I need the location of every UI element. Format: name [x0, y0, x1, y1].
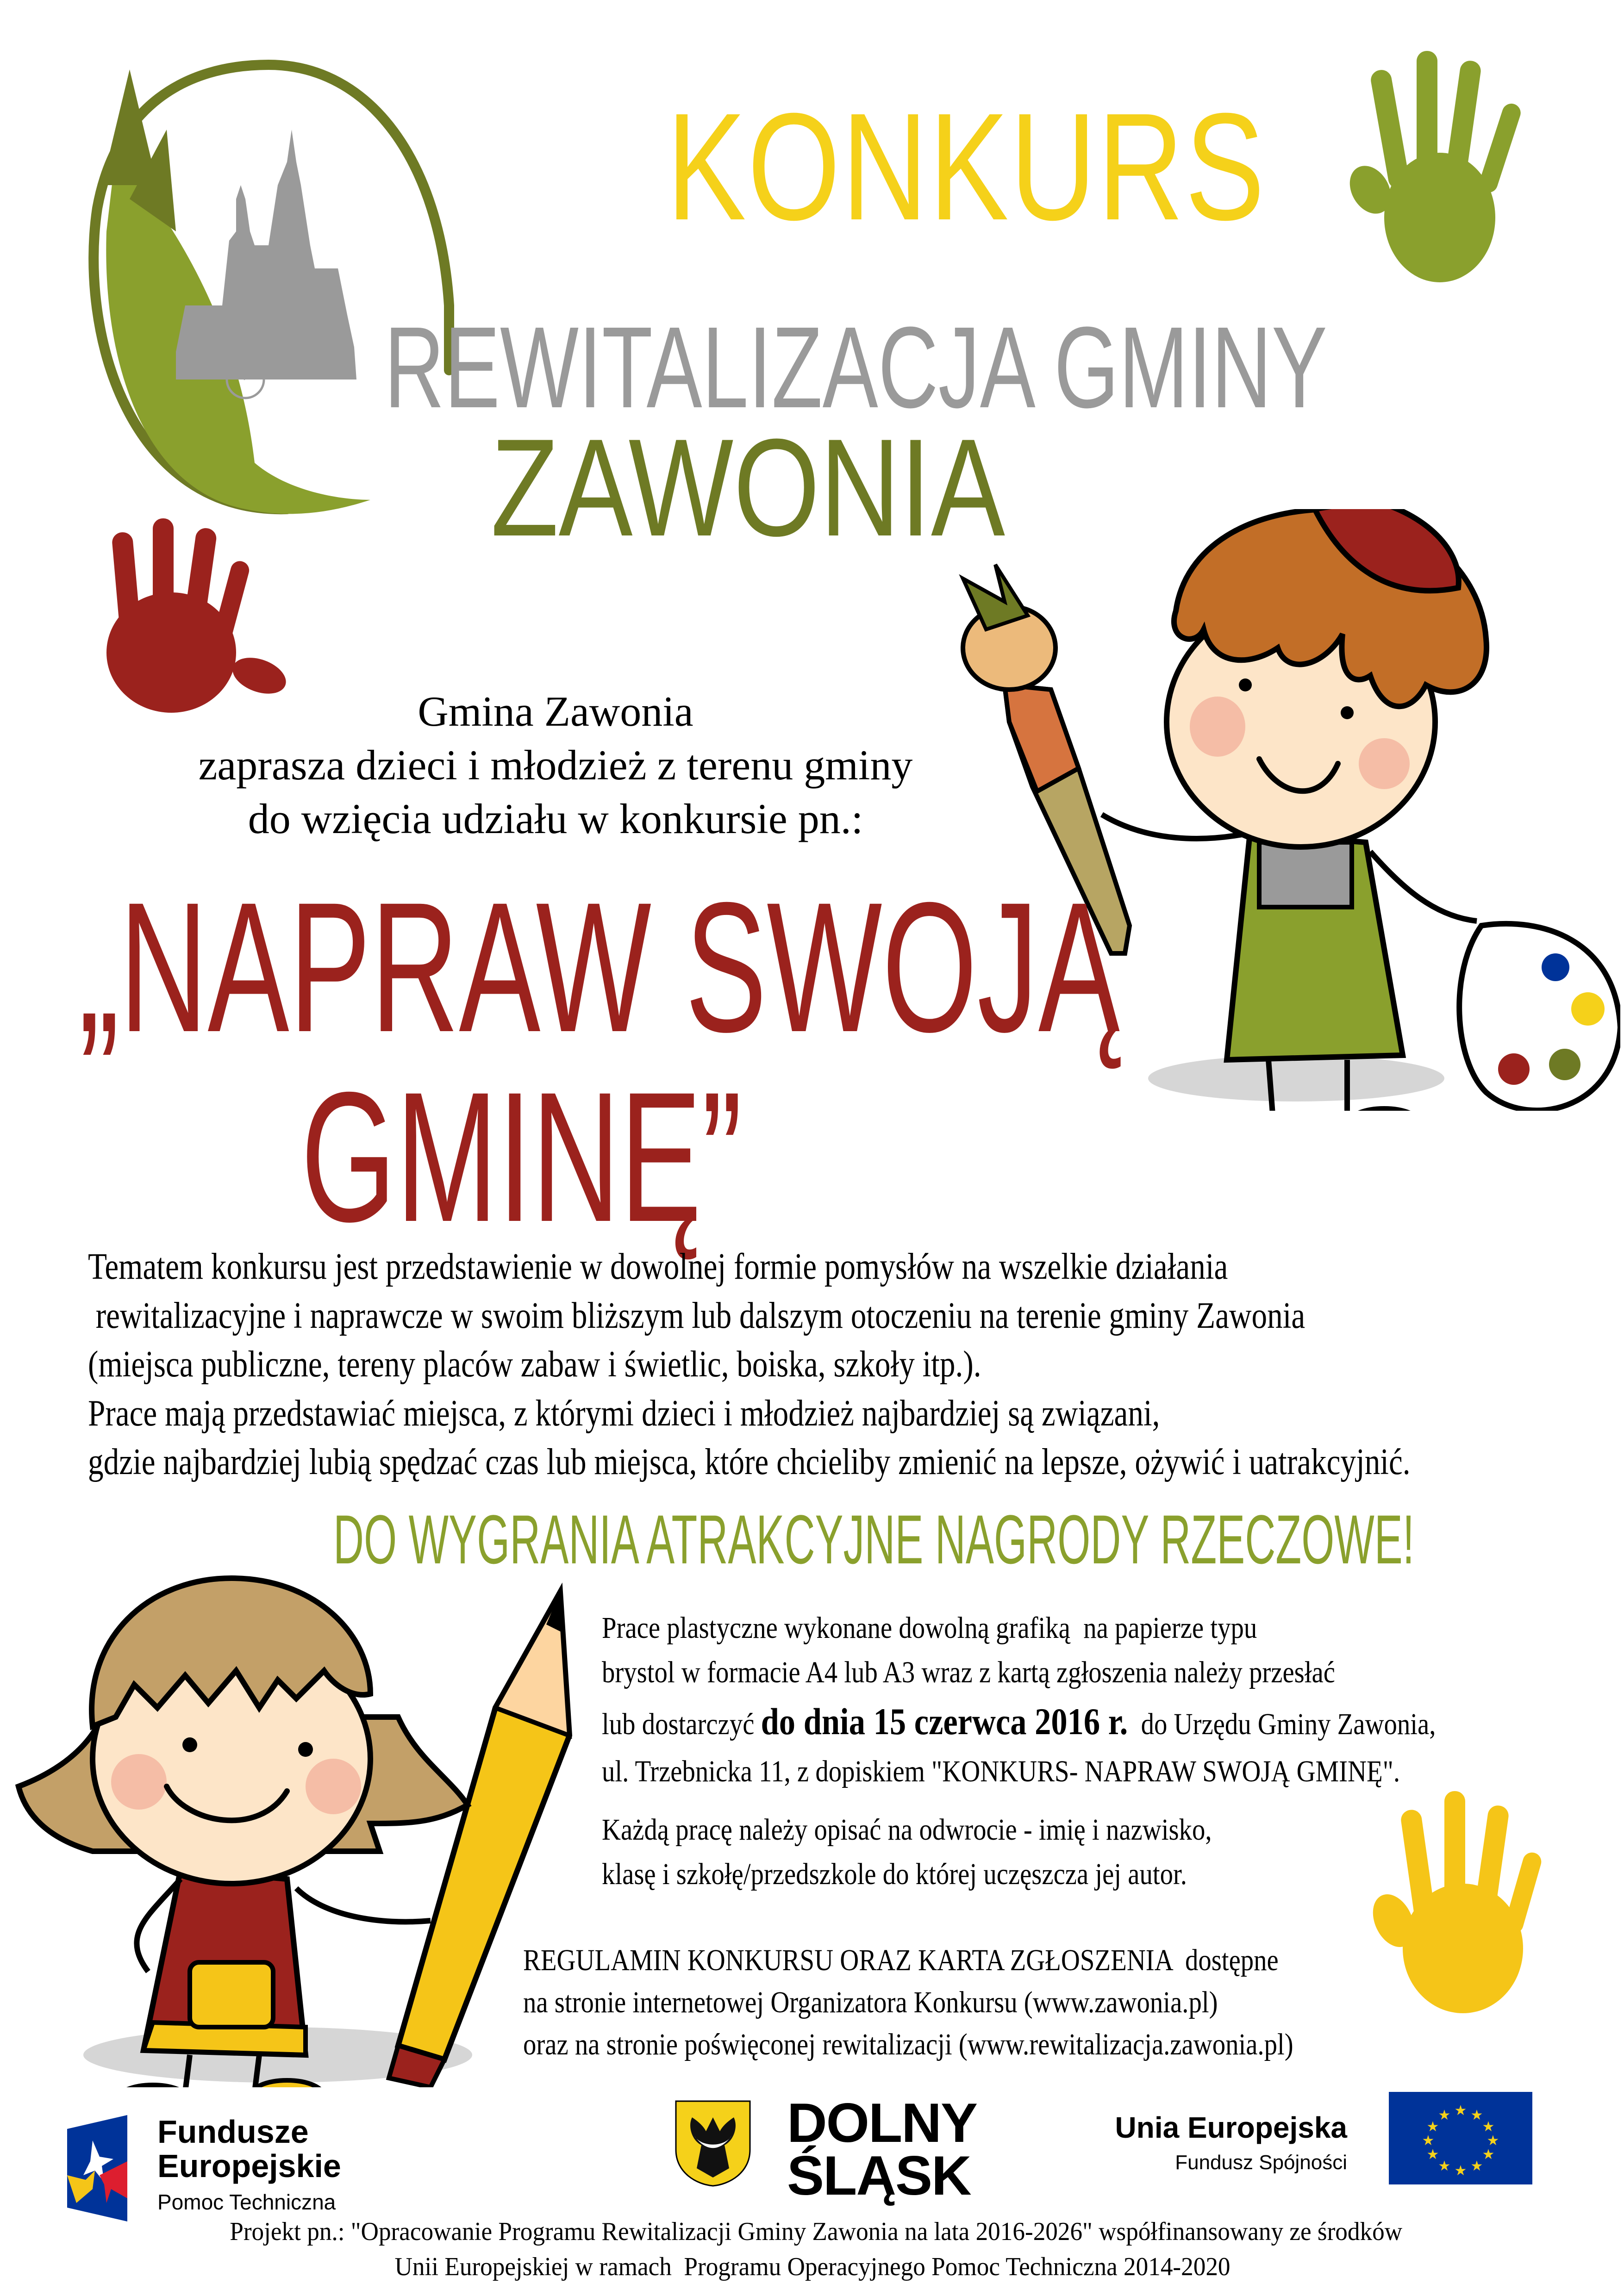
fe-title-line1: Fundusze [157, 2114, 309, 2150]
svg-text:★: ★ [1482, 2119, 1495, 2135]
project-line1: Projekt pn.: "Opracowanie Programu Rewitalizacji Gminy Zawonia na lata 2016-2026" współfinansowany ze środków [230, 2217, 1403, 2246]
contest-title-line1: „NAPRAW SWOJĄ [79, 864, 1120, 1070]
svg-text:★: ★ [1454, 2103, 1467, 2119]
eu-flag-icon [1389, 2092, 1532, 2184]
svg-text:★: ★ [1482, 2147, 1495, 2163]
description-line: Prace mają przedstawiać miejsca, z którymi dzieci i młodzież najbardziej są związani, [88, 1393, 1160, 1434]
description-line: (miejsca publiczne, tereny placów zabaw i świetlic, boiska, szkoły itp.). [88, 1344, 981, 1385]
logo-title-line2: ZAWONIA [491, 410, 1006, 565]
svg-text:★: ★ [1438, 2158, 1451, 2174]
girl-pencil-illustration [0, 1564, 602, 2087]
ue-subtitle: Fundusz Spójności [1175, 2151, 1347, 2174]
intro-line-participation: do wzięcia udziału w konkursie pn.: [248, 795, 863, 842]
description-paragraph [88, 1243, 1411, 1487]
svg-text:★: ★ [1470, 2158, 1483, 2174]
project-line2: Unii Europejskiej w ramach Programu Operacyjnego Pomoc Techniczna 2014-2020 [394, 2252, 1230, 2281]
details-deadline-line [602, 1694, 1436, 1749]
regulations-link-rewitalizacja[interactable]: oraz na stronie poświęconej rewitalizacji (www.rewitalizacja.zawonia.pl) [523, 2028, 1293, 2062]
svg-text:★: ★ [1487, 2133, 1499, 2149]
svg-text:★: ★ [1438, 2107, 1451, 2123]
konkurs-label: KONKURS [667, 81, 1266, 252]
dolny-slask-logo [787, 2092, 977, 2207]
dolny-slask-coat-of-arms-icon [674, 2099, 752, 2187]
fundusze-europejskie-logo [157, 2115, 341, 2215]
fundusze-europejskie-logo-icon [67, 2115, 127, 2221]
intro-text [139, 685, 972, 846]
description-line: rewitalizacyjne i naprawcze w swoim bliższym lub dalszym otoczeniu na terenie gminy Zawonia [88, 1295, 1305, 1336]
description-line: Tematem konkursu jest przedstawienie w dowolnej formie pomysłów na wszelkie działania [88, 1246, 1228, 1287]
project-funding-note [230, 2215, 1403, 2284]
intro-line-invite: zaprasza dzieci i młodzież z terenu gminy [198, 741, 913, 789]
details-line: Każdą pracę należy opisać na odwrocie - imię i nazwisko, [602, 1812, 1212, 1847]
ue-title: Unia Europejska [1115, 2111, 1347, 2144]
svg-text:★: ★ [1454, 2163, 1467, 2179]
fe-title-line2: Europejskie [157, 2147, 341, 2184]
regulations-line: REGULAMIN KONKURSU ORAZ KARTA ZGŁOSZENIA dostępne [523, 1943, 1279, 1977]
description-line: gdzie najbardziej lubią spędzać czas lub miejsca, które chcieliby zmienić na lepsze, ożywić i uatrakcyjnić. [88, 1442, 1411, 1483]
ds-line1: DOLNY [787, 2092, 977, 2154]
submission-details [602, 1606, 1436, 1896]
unia-europejska-logo [1106, 2110, 1347, 2174]
details-line: brystol w formacie A4 lub A3 wraz z kartą zgłoszenia należy przesłać [602, 1655, 1335, 1689]
details-line-suffix: do Urzędu Gminy Zawonia, [1128, 1707, 1436, 1742]
green-handprint-icon [1343, 42, 1537, 301]
fe-subtitle: Pomoc Techniczna [157, 2190, 336, 2214]
regulations-link-zawonia[interactable]: na stronie internetowej Organizatora Konkursu (www.zawonia.pl) [523, 1985, 1218, 2020]
details-line: klasę i szkołę/przedszkole do której uczęszcza jej autor. [602, 1857, 1187, 1891]
intro-line-organizer: Gmina Zawonia [418, 688, 693, 735]
details-line: Prace plastyczne wykonane dowolną grafiką na papierze typu [602, 1611, 1257, 1645]
logo-title-line1: REWITALIZACJA GMINY [384, 303, 1327, 432]
contest-title-line2: GMINĘ” [301, 1053, 743, 1260]
svg-text:★: ★ [1422, 2133, 1435, 2149]
yellow-handprint-icon [1366, 1782, 1560, 2022]
svg-text:★: ★ [1426, 2119, 1439, 2135]
deadline-date: do dnia 15 czerwca 2016 r. [761, 1700, 1128, 1743]
prizes-headline: DO WYGRANIA ATRAKCYJNE NAGRODY RZECZOWE! [333, 1500, 1415, 1578]
svg-text:★: ★ [1426, 2147, 1439, 2163]
details-line-prefix: lub dostarczyć [602, 1707, 761, 1742]
regulations-info [523, 1939, 1293, 2066]
details-line: ul. Trzebnicka 11, z dopiskiem "KONKURS- NAPRAW SWOJĄ GMINĘ". [602, 1755, 1400, 1789]
ds-line2: ŚLĄSK [787, 2145, 971, 2207]
svg-text:★: ★ [1470, 2107, 1483, 2123]
